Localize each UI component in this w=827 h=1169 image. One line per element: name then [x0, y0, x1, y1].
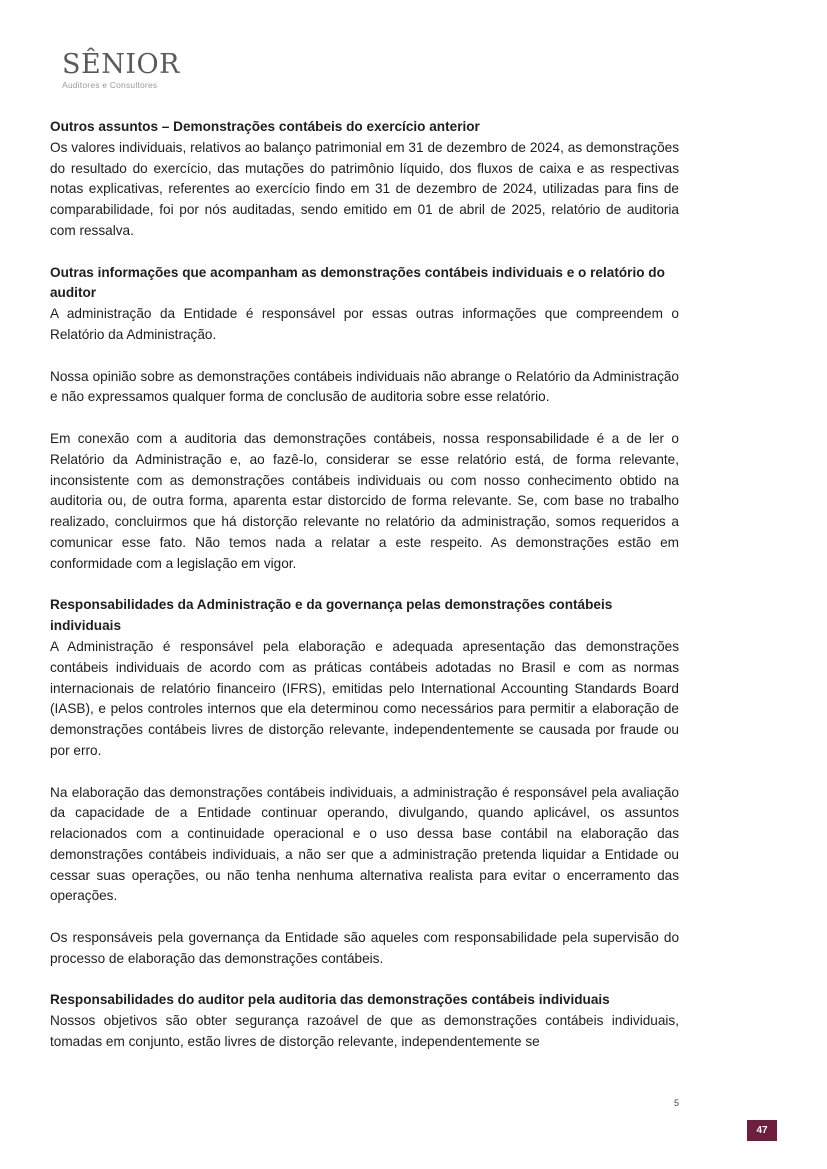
page-badge: 47 — [747, 1120, 777, 1141]
paragraph: Em conexão com a auditoria das demonstrações contábeis, nossa responsabilidade é a de ler o Relatório da Administração e, ao fazê-lo, considerar se esse relatório está, de forma relevante, inconsistente com as demonstrações contábeis individuais ou com nosso conhecimento obtido na auditoria ou, de outra forma, aparenta estar distorcido de forma relevante. Se, com base no trabalho realizado, concluirmos que há distorção relevante no relatório da administração, somos requeridos a comunicar esse fato. Não temos nada a relatar a este respeito. As demonstrações estão em conformidade com a legislação em vigor. — [50, 430, 679, 571]
paragraph: Os valores individuais, relativos ao balanço patrimonial em 31 de dezembro de 2024, as demonstrações do resultado do exercício, das mutações do patrimônio líquido, dos fluxos de caixa e as respectivas notas explicativas, referentes ao exercício findo em 31 de dezembro de 2024, utilizadas para fins de comparabilidade, foi por nós auditadas, sendo emitido em 01 de abril de 2025, relatório de auditoria com ressalva. — [50, 139, 679, 238]
section-heading: Responsabilidades do auditor pela auditoria das demonstrações contábeis individuais — [50, 992, 610, 1008]
section-responsabilidades-administracao — [50, 595, 679, 969]
logo-name: SÊNIOR — [62, 49, 180, 80]
company-logo — [62, 49, 180, 90]
document-body — [50, 117, 679, 1074]
paragraph: Nossos objetivos são obter segurança razoável de que as demonstrações contábeis individuais, tomadas em conjunto, estão livres de distorção relevante, independentemente se — [50, 1013, 679, 1050]
paragraph: A administração da Entidade é responsável por essas outras informações que compreendem o Relatório da Administração. — [50, 306, 679, 342]
logo-tagline: Auditores e Consultores — [62, 80, 158, 90]
paragraph: Os responsáveis pela governança da Entidade são aqueles com responsabilidade pela supervisão do processo de elaboração das demonstrações contábeis. — [50, 930, 679, 966]
paragraph: Nossa opinião sobre as demonstrações contábeis individuais não abrange o Relatório da Administração e não expressamos qualquer forma de conclusão de auditoria sobre esse relatório. — [50, 368, 679, 405]
paragraph: A Administração é responsável pela elaboração e adequada apresentação das demonstrações contábeis individuais de acordo com as práticas contábeis adotadas no Brasil e com as normas internacionais de relatório financeiro (IFRS), emitidas pelo International Accounting Standards Board (IASB), e pelos controles internos que ela determinou como necessários para permitir a elaboração de demonstrações contábeis livres de distorção relevante, independentemente se causada por fraude ou por erro. — [50, 638, 679, 758]
paragraph: Na elaboração das demonstrações contábeis individuais, a administração é responsável pela avaliação da capacidade de a Entidade continuar operando, divulgando, quando aplicável, os assuntos relacionados com a continuidade operacional e o uso dessa base contábil na elaboração das demonstrações contábeis individuais, a não ser que a administração pretenda liquidar a Entidade ou cessar suas operações, ou não tenha nenhuma alternativa realista para evitar o encerramento das operações. — [50, 784, 679, 904]
section-outros-assuntos — [50, 117, 679, 242]
section-outras-informacoes — [50, 263, 679, 575]
section-heading: Outros assuntos – Demonstrações contábeis do exercício anterior — [50, 119, 480, 134]
section-responsabilidades-auditor — [50, 990, 679, 1052]
section-heading: Outras informações que acompanham as demonstrações contábeis individuais e o relatório do auditor — [50, 264, 665, 301]
section-heading: Responsabilidades da Administração e da governança pelas demonstrações contábeis individuais — [50, 597, 613, 634]
page-number: 5 — [674, 1098, 680, 1108]
